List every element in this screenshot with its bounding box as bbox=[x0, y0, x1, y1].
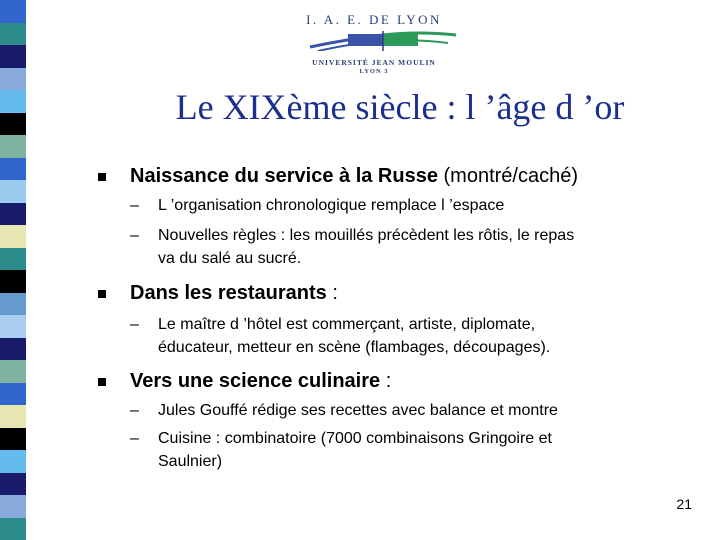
bullet-2-rest: : bbox=[326, 282, 338, 304]
logo-bands-graphic bbox=[308, 31, 458, 51]
stripe-segment bbox=[0, 405, 26, 428]
dash-icon: – bbox=[130, 227, 139, 244]
stripe-segment bbox=[0, 338, 26, 361]
stripe-segment bbox=[0, 68, 26, 91]
stripe-segment bbox=[0, 293, 26, 316]
slide-title: Le XIXème siècle : l ’âge d ’or bbox=[175, 87, 625, 127]
stripe-segment bbox=[0, 45, 26, 68]
dash-icon: – bbox=[130, 316, 139, 333]
stripe-segment bbox=[0, 135, 26, 158]
bullet-square-icon bbox=[98, 290, 106, 298]
bullet-2 bbox=[130, 281, 338, 305]
sub-3-2-line1: Cuisine : combinatoire (7000 combinaisons Gringoire et bbox=[158, 430, 552, 447]
stripe-segment bbox=[0, 158, 26, 181]
stripe-segment bbox=[0, 0, 26, 23]
stripe-segment bbox=[0, 248, 26, 271]
sub-1-1: L ’organisation chronologique remplace l ’espace bbox=[158, 197, 505, 214]
stripe-segment bbox=[0, 225, 26, 248]
sub-1-2-line2: va du salé au sucré. bbox=[158, 250, 302, 267]
sub-2-1-line2: éducateur, metteur en scène (flambages, découpages). bbox=[158, 339, 551, 356]
stripe-segment bbox=[0, 360, 26, 383]
stripe-segment bbox=[0, 383, 26, 406]
sub-2-1-line1: Le maître d ’hôtel est commerçant, artiste, diplomate, bbox=[158, 316, 536, 333]
logo-title: I. A. E. DE LYON bbox=[306, 12, 442, 27]
stripe-segment bbox=[0, 270, 26, 293]
stripe-segment bbox=[0, 315, 26, 338]
bullet-3-bold: Vers une science culinaire bbox=[130, 370, 381, 392]
bullet-1-rest: (montré/caché) bbox=[437, 165, 579, 187]
page-number: 21 bbox=[676, 496, 692, 512]
stripe-segment bbox=[0, 180, 26, 203]
logo-city: LYON 3 bbox=[359, 68, 389, 75]
stripe-segment bbox=[0, 473, 26, 496]
sub-3-2-line2: Saulnier) bbox=[158, 453, 223, 470]
dash-icon: – bbox=[130, 402, 139, 419]
bullet-3-rest: : bbox=[380, 370, 392, 392]
sub-1-2-line1: Nouvelles règles : les mouillés précèdent les rôtis, le repas bbox=[158, 227, 575, 244]
stripe-segment bbox=[0, 450, 26, 473]
stripe-segment bbox=[0, 428, 26, 451]
dash-icon: – bbox=[130, 197, 139, 214]
decorative-stripe bbox=[0, 0, 26, 540]
bullet-2-bold: Dans les restaurants bbox=[130, 282, 327, 304]
stripe-segment bbox=[0, 90, 26, 113]
stripe-segment bbox=[0, 203, 26, 226]
dash-icon: – bbox=[130, 430, 139, 447]
bullet-1-bold: Naissance du service à la Russe bbox=[130, 165, 438, 187]
bullet-square-icon bbox=[98, 378, 106, 386]
stripe-segment bbox=[0, 495, 26, 518]
bullet-1 bbox=[130, 164, 578, 188]
logo-university: UNIVERSITÉ JEAN MOULIN bbox=[312, 58, 436, 67]
bullet-square-icon bbox=[98, 173, 106, 181]
stripe-segment bbox=[0, 113, 26, 136]
bullet-3 bbox=[130, 369, 391, 393]
stripe-segment bbox=[0, 23, 26, 46]
stripe-segment bbox=[0, 518, 26, 540]
iae-lyon-logo bbox=[268, 8, 480, 78]
sub-3-1: Jules Gouffé rédige ses recettes avec balance et montre bbox=[158, 402, 558, 419]
